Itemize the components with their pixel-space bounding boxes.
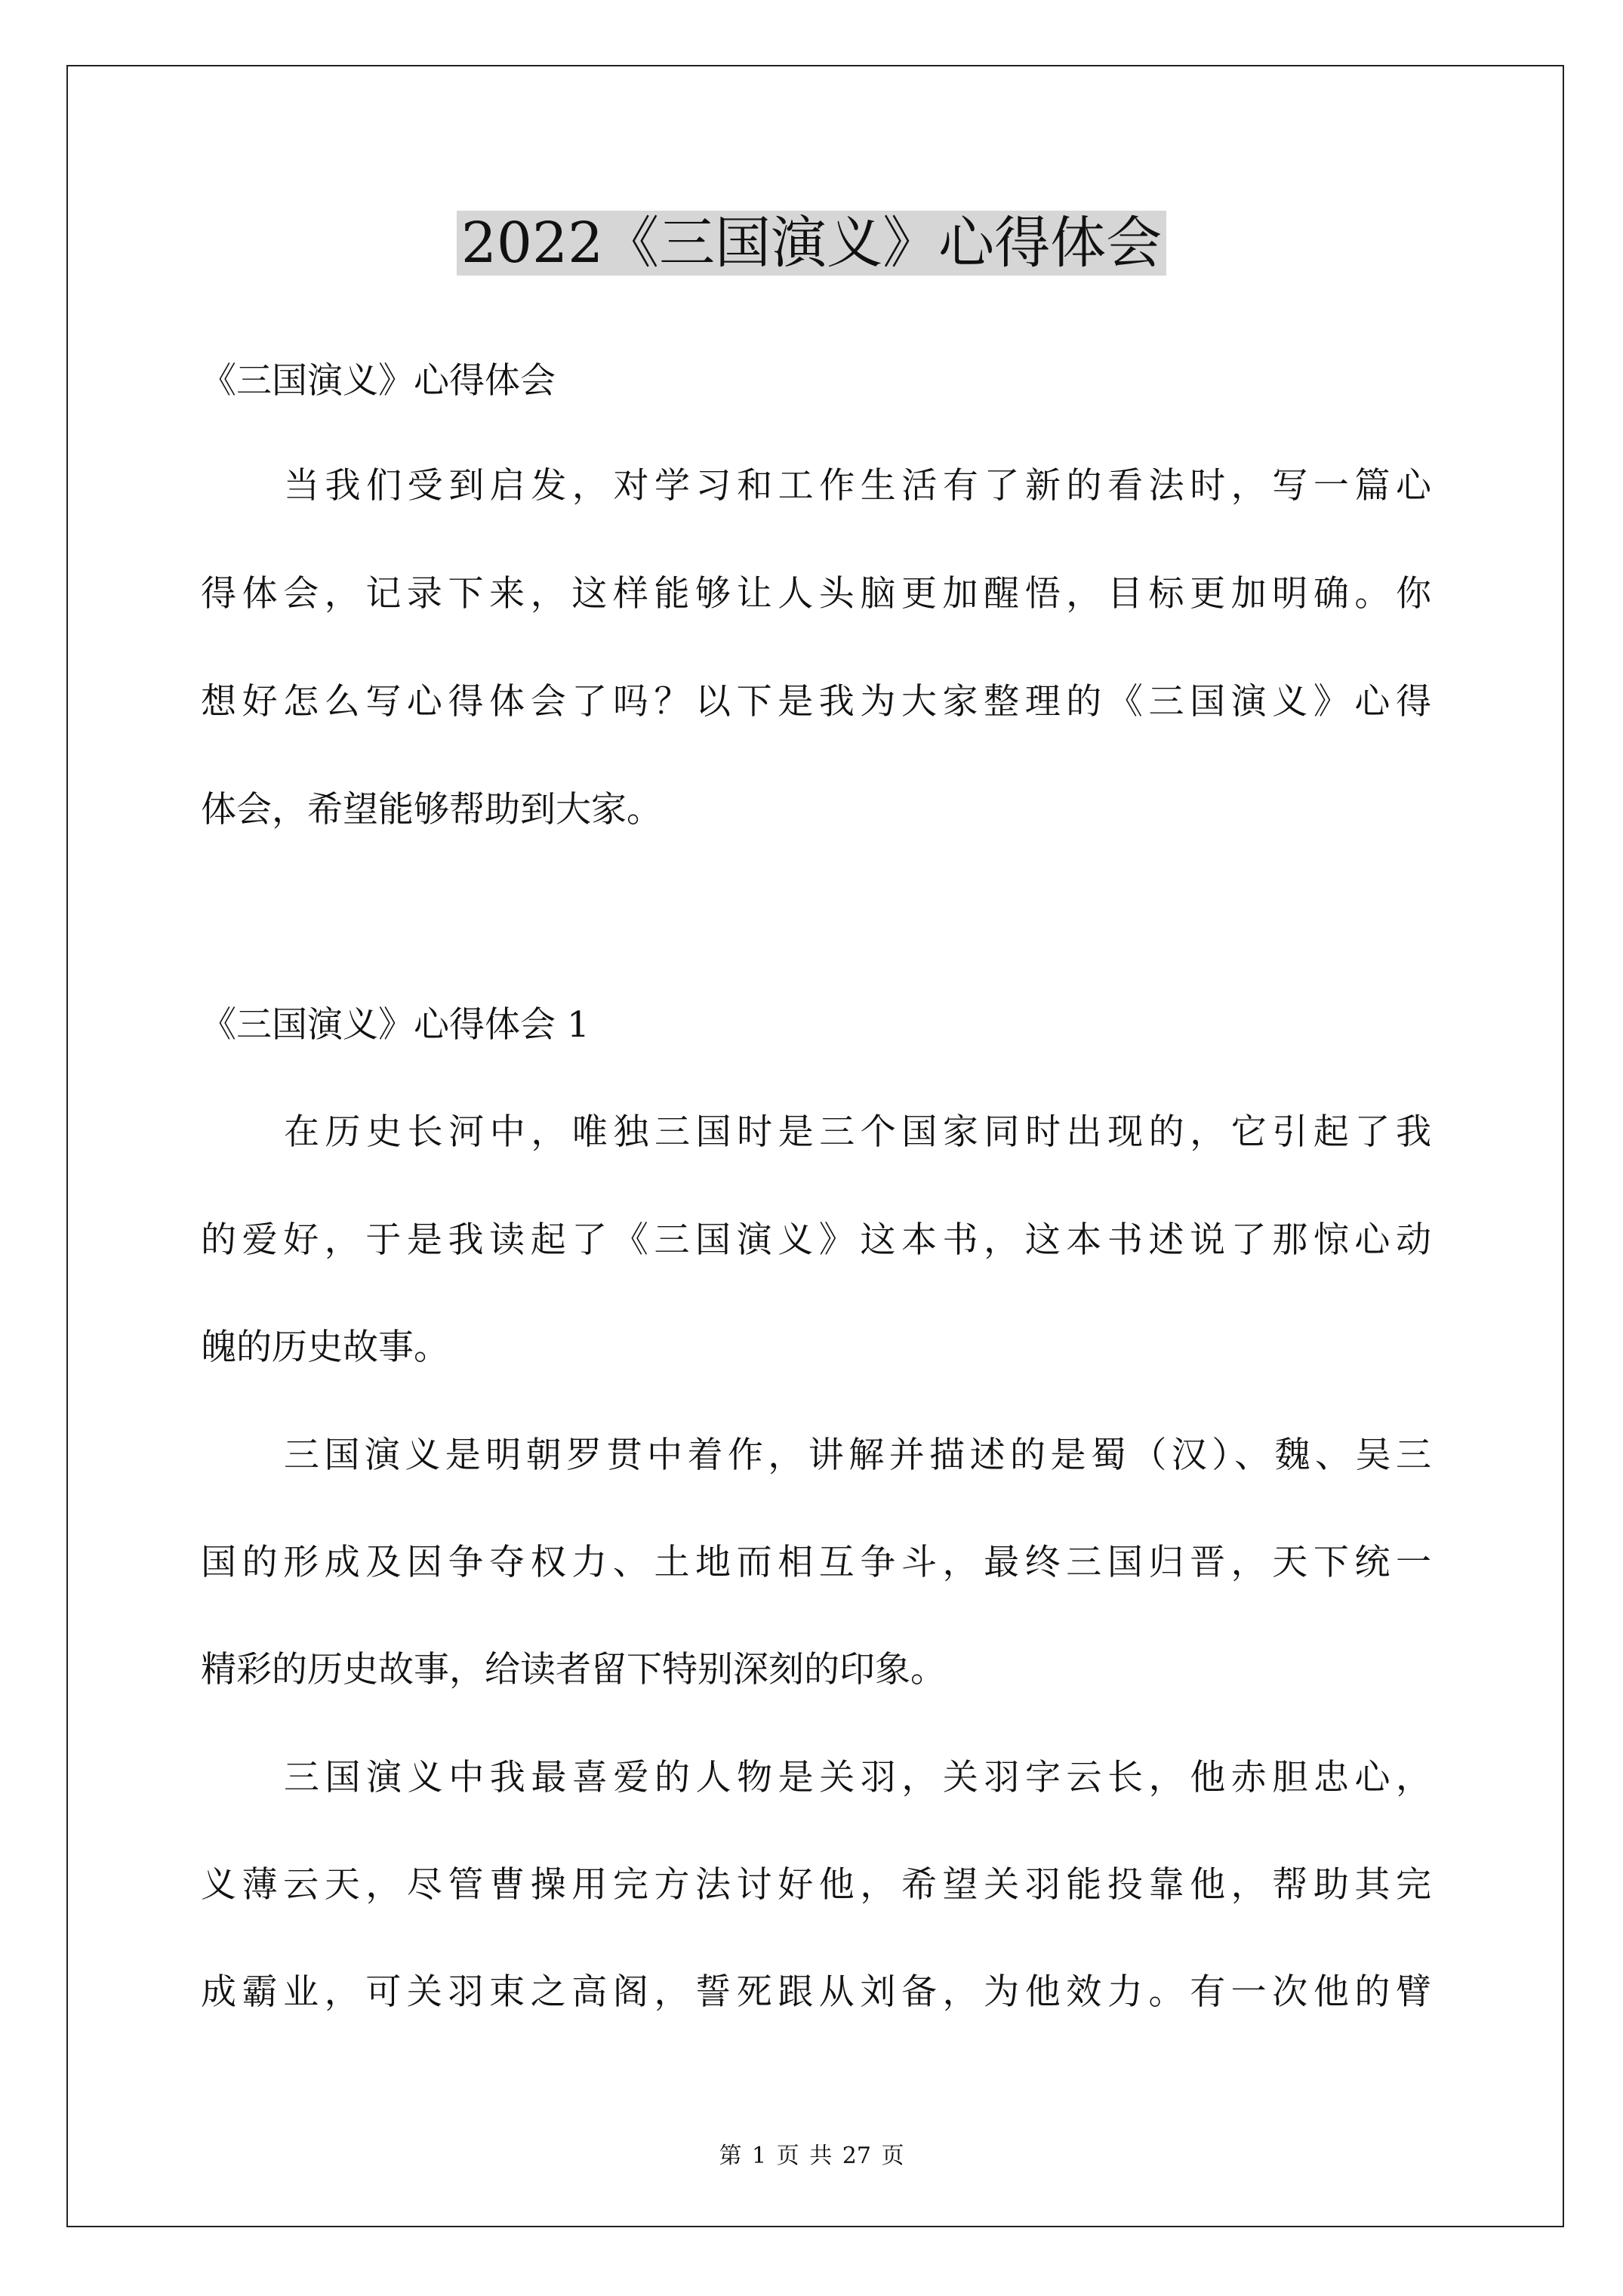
paragraph-line: 想好怎么写心得体会了吗？以下是我为大家整理的《三国演义》心得 bbox=[201, 681, 1431, 723]
paragraph-line: 当我们受到启发，对学习和工作生活有了新的看法时，写一篇心 bbox=[284, 465, 1431, 507]
paragraph-line: 三国演义中我最喜爱的人物是关羽，关羽字云长，他赤胆忠心， bbox=[284, 1757, 1431, 1798]
paragraph-line: 义薄云天，尽管曹操用完方法讨好他，希望关羽能投靠他，帮助其完 bbox=[201, 1864, 1431, 1906]
paragraph-line: 得体会，记录下来，这样能够让人头脑更加醒悟，目标更加明确。你 bbox=[201, 573, 1431, 615]
paragraph-line: 三国演义是明朝罗贯中着作，讲解并描述的是蜀（汉）、魏、吴三 bbox=[284, 1435, 1431, 1476]
section-heading: 《三国演义》心得体会 1 bbox=[201, 1004, 590, 1046]
section-heading: 《三国演义》心得体会 bbox=[201, 360, 556, 402]
paragraph-line: 国的形成及因争夺权力、土地而相互争斗，最终三国归晋，天下统一 bbox=[201, 1542, 1431, 1583]
paragraph-line: 魄的历史故事。 bbox=[201, 1327, 449, 1368]
paragraph-line: 成霸业，可关羽束之高阁，誓死跟从刘备，为他效力。有一次他的臂 bbox=[201, 1971, 1431, 2013]
page-footer: 第 1 页 共 27 页 bbox=[719, 2143, 904, 2169]
paragraph-line: 的爱好，于是我读起了《三国演义》这本书，这本书述说了那惊心动 bbox=[201, 1219, 1431, 1261]
paragraph-line: 在历史长河中，唯独三国时是三个国家同时出现的，它引起了我 bbox=[284, 1111, 1431, 1153]
paragraph-line: 精彩的历史故事，给读者留下特别深刻的印象。 bbox=[201, 1649, 946, 1690]
document-title-text: 2022《三国演义》心得体会 bbox=[457, 211, 1166, 276]
document-title bbox=[0, 205, 1623, 281]
paragraph-line: 体会，希望能够帮助到大家。 bbox=[201, 789, 662, 831]
